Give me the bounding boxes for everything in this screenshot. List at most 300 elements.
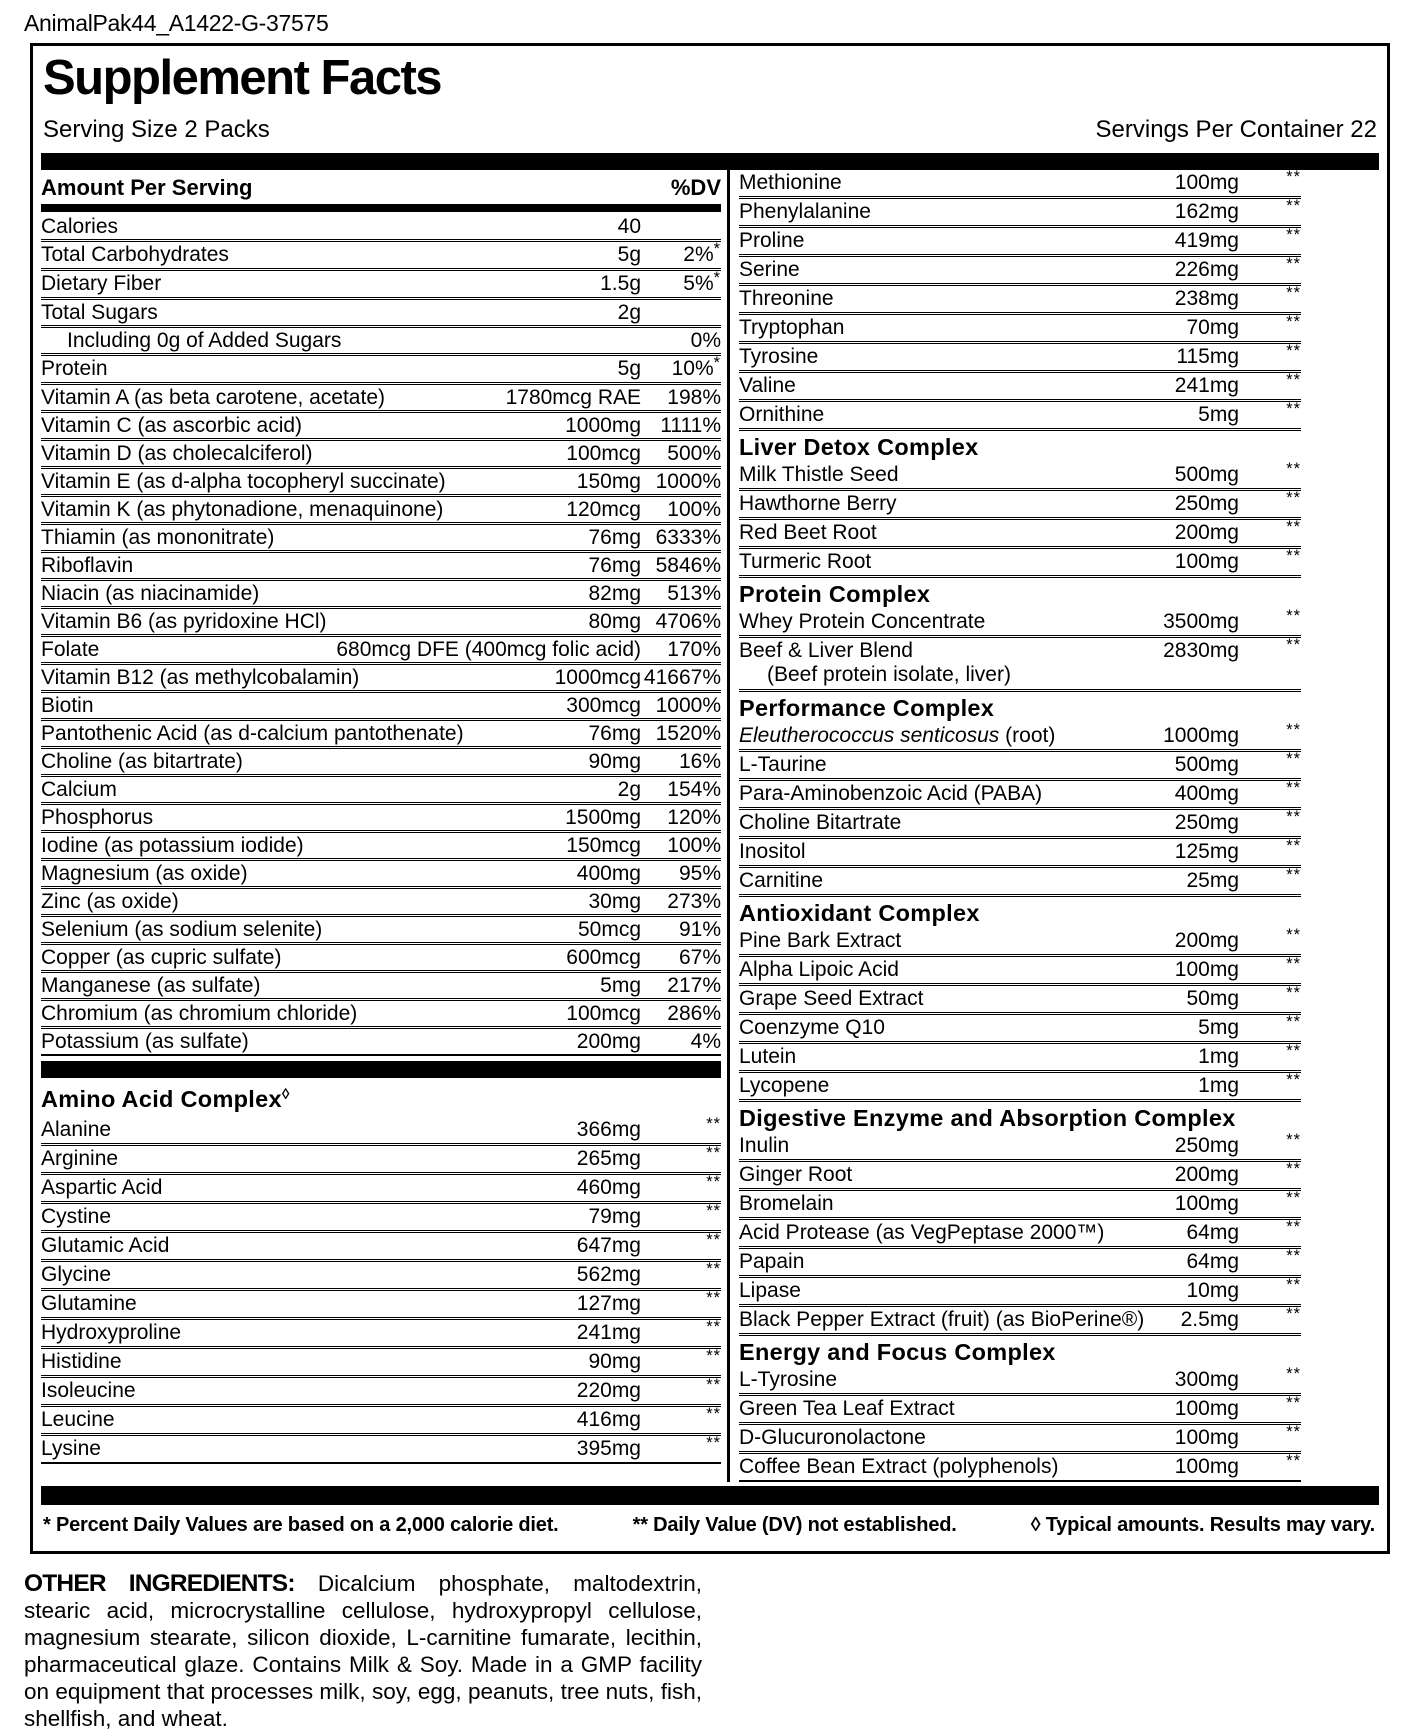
- amount-per-serving-label: Amount Per Serving: [41, 175, 253, 200]
- other-ingredients-body: Dicalcium phosphate, maltodextrin, stearic acid, microcrystalline cellulose, hydroxypropyl cellulose, magnesium stearate, silicon dioxide, L-carnitine fumarate, lecithin, pharmaceutical glaze. Contains Milk & Soy. Made in a GMP facility on equipment that processes milk, soy, egg, peanuts, tree nuts, fish, shellfish, and wheat.: [24, 1571, 702, 1731]
- ingredient-name: Histidine: [41, 1350, 122, 1373]
- ingredient-dv: [1239, 1305, 1301, 1332]
- table-row: [41, 914, 721, 942]
- ingredient-name: Alanine: [41, 1118, 112, 1141]
- ingredient-name: L-Tyrosine: [739, 1368, 838, 1391]
- ingredient-name: L-Taurine: [739, 753, 827, 776]
- ingredient-name: Papain: [739, 1250, 805, 1273]
- dv-asterisk: **: [706, 1144, 721, 1163]
- table-row: [739, 254, 1301, 283]
- dv-asterisk: **: [1286, 197, 1301, 216]
- ingredient-dv: [1239, 1365, 1301, 1392]
- ingredient-dv: [641, 1173, 721, 1200]
- ingredient-amount: 100mg: [1174, 958, 1239, 981]
- dv-asterisk: **: [1286, 866, 1301, 885]
- ingredient-dv: 1000%: [655, 694, 721, 717]
- ingredient-dv: [1239, 1071, 1301, 1098]
- ingredient-dv: [641, 1115, 721, 1142]
- ingredient-amount: 366mg: [576, 1118, 641, 1141]
- table-row: [41, 578, 721, 606]
- ingredient-amount: 2830mg: [1163, 639, 1239, 662]
- ingredient-dv: 154%: [667, 778, 721, 801]
- ingredient-dv: [1239, 313, 1301, 340]
- dv-asterisk: **: [1286, 750, 1301, 769]
- table-row: [41, 942, 721, 970]
- ingredient-dv: 1000%: [655, 470, 721, 493]
- dv-asterisk: **: [1286, 518, 1301, 537]
- ingredient-name: Vitamin C (as ascorbic acid): [41, 414, 303, 437]
- ingredient-amount: 1780mcg RAE: [505, 386, 641, 409]
- ingredient-name: Grape Seed Extract: [739, 987, 924, 1010]
- other-ingredients-label: OTHER INGREDIENTS:: [24, 1570, 295, 1597]
- table-row: [41, 1288, 721, 1317]
- ingredient-dv: [1239, 1189, 1301, 1216]
- right-column: [727, 170, 1379, 1482]
- table-row: [41, 1026, 721, 1056]
- ingredient-dv: 41667%: [643, 666, 721, 689]
- dv-asterisk: **: [1286, 808, 1301, 827]
- ingredient-name: Potassium (as sulfate): [41, 1030, 249, 1053]
- ingredient-amount: 100mg: [1174, 1426, 1239, 1449]
- ingredient-dv: 10%*: [671, 354, 721, 380]
- dv-asterisk: **: [1286, 955, 1301, 974]
- divider-bar-header: [41, 204, 721, 212]
- table-row: [41, 858, 721, 886]
- ingredient-dv: 1520%: [655, 722, 721, 745]
- dv-asterisk: **: [1286, 1423, 1301, 1442]
- ingredient-name: Para-Aminobenzoic Acid (PABA): [739, 782, 1043, 805]
- ingredient-name: Milk Thistle Seed: [739, 463, 899, 486]
- table-row: [41, 297, 721, 325]
- ingredient-dv: [1239, 636, 1301, 663]
- ingredient-amount: 100mcg: [566, 442, 641, 465]
- table-row: [739, 928, 1301, 954]
- ingredient-name: Niacin (as niacinamide): [41, 582, 260, 605]
- ingredient-amount: 5g: [617, 357, 641, 380]
- ingredient-name: Red Beet Root: [739, 521, 877, 544]
- ingredient-name: Cystine: [41, 1205, 112, 1228]
- dv-asterisk: **: [1286, 400, 1301, 419]
- ingredient-dv: 67%: [678, 946, 721, 969]
- table-row: [41, 1201, 721, 1230]
- table-row: [41, 1143, 721, 1172]
- dv-asterisk: **: [706, 1376, 721, 1395]
- ingredient-amount: 25mg: [1186, 869, 1239, 892]
- dv-asterisk: **: [706, 1202, 721, 1221]
- ingredient-name: Lutein: [739, 1045, 797, 1068]
- dv-asterisk: **: [1286, 1394, 1301, 1413]
- table-row: [41, 662, 721, 690]
- ingredient-amount: 200mg: [576, 1030, 641, 1053]
- ingredient-name: Valine: [739, 374, 796, 397]
- ingredient-amount: 200mg: [1174, 521, 1239, 544]
- table-row: [41, 382, 721, 410]
- ingredient-amount: 100mg: [1174, 1192, 1239, 1215]
- dv-asterisk: **: [1286, 926, 1301, 945]
- ingredient-name: Inositol: [739, 840, 806, 863]
- table-row: [739, 1304, 1301, 1333]
- dv-asterisk: **: [1286, 1452, 1301, 1471]
- ingredient-name: Lysine: [41, 1437, 101, 1460]
- ingredient-name: Choline Bitartrate: [739, 811, 902, 834]
- ingredient-amount: 600mcg: [566, 946, 641, 969]
- ingredient-amount: 2.5mg: [1180, 1308, 1239, 1331]
- dv-asterisk: **: [1286, 226, 1301, 245]
- ingredient-amount: 250mg: [1174, 811, 1239, 834]
- ingredient-dv: [1239, 837, 1301, 864]
- ingredient-name: Proline: [739, 229, 805, 252]
- table-row: [739, 836, 1301, 865]
- ingredient-name: Iodine (as potassium iodide): [41, 834, 304, 857]
- table-row: [739, 865, 1301, 894]
- ingredient-dv: [1239, 750, 1301, 777]
- table-row: [739, 723, 1301, 749]
- table-row: [739, 807, 1301, 836]
- ingredient-amount: 500mg: [1174, 463, 1239, 486]
- ingredient-dv: 100%: [667, 498, 721, 521]
- ingredient-dv: 91%: [678, 918, 721, 941]
- ingredient-name: Total Sugars: [41, 301, 158, 324]
- dv-asterisk: **: [1286, 984, 1301, 1003]
- ingredient-name: Thiamin (as mononitrate): [41, 526, 275, 549]
- ingredient-name: Vitamin K (as phytonadione, menaquinone): [41, 498, 444, 521]
- ingredient-dv: 0%: [690, 329, 721, 352]
- ingredient-name: Isoleucine: [41, 1379, 136, 1402]
- table-row: [739, 462, 1301, 488]
- dv-asterisk: **: [1286, 636, 1301, 655]
- dv-asterisk: **: [706, 1434, 721, 1453]
- ingredient-name: Calcium: [41, 778, 117, 801]
- ingredient-name: Tryptophan: [739, 316, 845, 339]
- dv-asterisk: **: [1286, 1042, 1301, 1061]
- table-row: [739, 954, 1301, 983]
- ingredient-amount: 1mg: [1198, 1045, 1239, 1068]
- table-row: [739, 778, 1301, 807]
- table-row: [739, 312, 1301, 341]
- ingredient-name: Turmeric Root: [739, 550, 872, 573]
- ingredient-dv: [641, 1289, 721, 1316]
- table-row: [41, 690, 721, 718]
- ingredient-name: Folate: [41, 638, 100, 661]
- ingredient-dv: 6333%: [655, 526, 721, 549]
- ingredient-dv: [641, 1231, 721, 1258]
- ingredient-name: Aspartic Acid: [41, 1176, 163, 1199]
- ingredient-dv: [1239, 1042, 1301, 1069]
- dv-asterisk: **: [1286, 1305, 1301, 1324]
- ingredient-amount: 64mg: [1186, 1221, 1239, 1244]
- table-row: [739, 488, 1301, 517]
- ingredient-name: Riboflavin: [41, 554, 134, 577]
- ingredient-amount: 238mg: [1174, 287, 1239, 310]
- ingredient-amount: 200mg: [1174, 1163, 1239, 1186]
- ingredient-amount: 1000mg: [565, 414, 641, 437]
- ingredient-name: Copper (as cupric sulfate): [41, 946, 282, 969]
- ingredient-name: Calories: [41, 215, 119, 238]
- dv-asterisk: **: [706, 1231, 721, 1250]
- ingredient-amount: 680mcg DFE (400mcg folic acid): [336, 638, 641, 661]
- ingredient-dv: 95%: [678, 862, 721, 885]
- ingredient-name: Biotin: [41, 694, 94, 717]
- dv-asterisk: **: [1286, 547, 1301, 566]
- dv-asterisk: **: [706, 1405, 721, 1424]
- ingredient-name: D-Glucuronolactone: [739, 1426, 926, 1449]
- ingredient-amount: 50mcg: [577, 918, 641, 941]
- servings-per-container: Servings Per Container 22: [1095, 116, 1377, 143]
- ingredient-amount: 115mg: [1176, 345, 1239, 368]
- ingredient-amount: 100mg: [1174, 1397, 1239, 1420]
- ingredient-dv: 273%: [667, 890, 721, 913]
- dv-asterisk: *: [713, 269, 721, 288]
- ingredient-amount: 1000mcg: [554, 666, 641, 689]
- table-row: [41, 550, 721, 578]
- ingredient-amount: 100mg: [1174, 550, 1239, 573]
- ingredient-amount: 250mg: [1174, 492, 1239, 515]
- ingredient-amount: 40: [617, 215, 641, 238]
- table-row: [739, 609, 1301, 635]
- ingredient-dv: [1239, 371, 1301, 398]
- table-row: [739, 1070, 1301, 1099]
- ingredient-dv: [641, 1405, 721, 1432]
- ingredient-amount: 226mg: [1174, 258, 1239, 281]
- dv-asterisk: **: [706, 1260, 721, 1279]
- table-row: [41, 214, 721, 239]
- dv-asterisk: **: [1286, 721, 1301, 740]
- table-row: [739, 1275, 1301, 1304]
- table-row: [41, 353, 721, 382]
- dv-asterisk: **: [1286, 489, 1301, 508]
- dv-asterisk: **: [1286, 284, 1301, 303]
- ingredient-dv: [1239, 721, 1301, 748]
- ingredient-name: Beef & Liver Blend: [739, 639, 913, 662]
- ingredient-name: Manganese (as sulfate): [41, 974, 261, 997]
- dv-asterisk: **: [1286, 168, 1301, 187]
- footnote-typical: ◊ Typical amounts. Results may vary.: [1030, 1514, 1375, 1536]
- ingredient-dv: [1239, 342, 1301, 369]
- ingredient-dv: 1111%: [660, 414, 721, 437]
- ingredient-amount: 79mg: [588, 1205, 641, 1228]
- right-column-rows: [739, 170, 1301, 1482]
- table-row: [41, 606, 721, 634]
- table-row: [41, 1433, 721, 1464]
- ingredient-name: Glycine: [41, 1263, 112, 1286]
- ingredient-dv: [1239, 955, 1301, 982]
- table-row: [41, 1230, 721, 1259]
- ingredient-dv: [1239, 1247, 1301, 1274]
- ingredient-dv: 513%: [667, 582, 721, 605]
- ingredient-name: Eleutherococcus senticosus (root): [739, 724, 1056, 747]
- dv-asterisk: **: [1286, 1189, 1301, 1208]
- dv-asterisk: **: [1286, 1218, 1301, 1237]
- dv-asterisk: **: [706, 1173, 721, 1192]
- ingredient-name: Pantothenic Acid (as d-calcium pantothenate): [41, 722, 464, 745]
- left-column: [41, 170, 727, 1482]
- ingredient-dv: [1239, 1160, 1301, 1187]
- ingredient-dv: 198%: [667, 386, 721, 409]
- ingredient-amount: 100mg: [1174, 171, 1239, 194]
- ingredient-dv: [1239, 607, 1301, 634]
- ingredient-amount: 1500mg: [565, 806, 641, 829]
- ingredient-dv: [1239, 866, 1301, 893]
- table-row: [41, 466, 721, 494]
- ingredient-amount: 1mg: [1198, 1074, 1239, 1097]
- ingredient-amount: 5mg: [1198, 403, 1239, 426]
- ingredient-name: Hawthorne Berry: [739, 492, 897, 515]
- ingredient-dv: 5%*: [683, 269, 721, 295]
- ingredient-amount: 416mg: [576, 1408, 641, 1431]
- table-row: [41, 239, 721, 268]
- section-header: Digestive Enzyme and Absorption Complex: [739, 1099, 1301, 1133]
- ingredient-dv: [641, 1434, 721, 1461]
- dv-asterisk: **: [1286, 1365, 1301, 1384]
- ingredient-amount: 3500mg: [1163, 610, 1239, 633]
- table-row: [41, 1172, 721, 1201]
- ingredient-name: Vitamin B6 (as pyridoxine HCl): [41, 610, 327, 633]
- ingredient-dv: [1239, 1218, 1301, 1245]
- table-row: [739, 546, 1301, 575]
- ingredient-amount: 460mg: [576, 1176, 641, 1199]
- ingredient-amount: 127mg: [576, 1292, 641, 1315]
- ingredient-dv: [1239, 926, 1301, 953]
- ingredient-amount: 10mg: [1186, 1279, 1239, 1302]
- ingredient-amount: 500mg: [1174, 753, 1239, 776]
- table-row: [41, 998, 721, 1026]
- ingredient-name: Lipase: [739, 1279, 801, 1302]
- ingredient-amount: 2g: [617, 301, 641, 324]
- dv-asterisk: **: [706, 1289, 721, 1308]
- table-row: [739, 399, 1301, 428]
- ingredient-name: Zinc (as oxide): [41, 890, 179, 913]
- ingredient-dv: [1239, 460, 1301, 487]
- ingredient-dv: 217%: [667, 974, 721, 997]
- ingredient-amount: 400mg: [1174, 782, 1239, 805]
- ingredient-dv: [1239, 168, 1301, 195]
- ingredient-dv: [1239, 284, 1301, 311]
- ingredient-amount: 125mg: [1174, 840, 1239, 863]
- ingredient-name: Chromium (as chromium chloride): [41, 1002, 358, 1025]
- ingredient-name: Vitamin B12 (as methylcobalamin): [41, 666, 360, 689]
- table-row: [41, 886, 721, 914]
- ingredient-name: Whey Protein Concentrate: [739, 610, 986, 633]
- ingredient-name: Glutamic Acid: [41, 1234, 170, 1257]
- column-header: [41, 170, 721, 204]
- dv-asterisk: **: [1286, 837, 1301, 856]
- ingredient-dv: [1239, 808, 1301, 835]
- table-row: [41, 1404, 721, 1433]
- ingredient-dv: [641, 1260, 721, 1287]
- ingredient-name: Ornithine: [739, 403, 825, 426]
- table-row: [41, 438, 721, 466]
- ingredient-amount: 5g: [617, 243, 641, 266]
- ingredient-amount: 5mg: [600, 974, 641, 997]
- dv-asterisk: **: [1286, 779, 1301, 798]
- ingredient-dv: [1239, 255, 1301, 282]
- section-header: Performance Complex: [739, 689, 1301, 723]
- dv-asterisk: **: [1286, 1071, 1301, 1090]
- dv-header-label: %DV: [670, 175, 721, 200]
- ingredient-amount: 50mg: [1186, 987, 1239, 1010]
- ingredient-amount: 200mg: [1174, 929, 1239, 952]
- ingredient-name: Ginger Root: [739, 1163, 853, 1186]
- ingredient-dv: 16%: [678, 750, 721, 773]
- ingredient-dv: 2%*: [683, 240, 721, 266]
- table-row: [739, 196, 1301, 225]
- footnote: [41, 1505, 1379, 1547]
- ingredient-name: Methionine: [739, 171, 842, 194]
- ingredient-name: Vitamin A (as beta carotene, acetate): [41, 386, 385, 409]
- table-row: [739, 749, 1301, 778]
- ingredient-amount: 150mcg: [566, 834, 641, 857]
- ingredient-dv: 100%: [667, 834, 721, 857]
- ingredient-amount: 76mg: [588, 554, 641, 577]
- ingredient-amount: 300mg: [1174, 1368, 1239, 1391]
- ingredient-dv: [1239, 984, 1301, 1011]
- table-row: [41, 634, 721, 662]
- table-row: [41, 325, 721, 353]
- table-row: [41, 1375, 721, 1404]
- ingredient-amount: 2g: [617, 778, 641, 801]
- table-row: [41, 970, 721, 998]
- ingredient-amount: 562mg: [576, 1263, 641, 1286]
- ingredient-name: Tyrosine: [739, 345, 819, 368]
- ingredient-dv: [1239, 489, 1301, 516]
- table-row: [41, 718, 721, 746]
- ingredient-dv: [641, 1318, 721, 1345]
- ingredient-dv: [1239, 1276, 1301, 1303]
- doc-code: AnimalPak44_A1422-G-37575: [24, 10, 329, 36]
- ingredient-amount: 395mg: [576, 1437, 641, 1460]
- divider-bar-top: [41, 153, 1379, 170]
- ingredient-amount: 241mg: [576, 1321, 641, 1344]
- facts-columns: [41, 170, 1379, 1482]
- table-row: [41, 830, 721, 858]
- section-header-amino: [41, 1083, 721, 1117]
- supplement-facts-panel: [30, 43, 1390, 1554]
- table-row: [41, 746, 721, 774]
- table-row: [739, 1133, 1301, 1159]
- ingredient-amount: 400mg: [576, 862, 641, 885]
- ingredient-dv: [1239, 779, 1301, 806]
- dv-asterisk: *: [713, 240, 721, 259]
- table-row: [739, 1246, 1301, 1275]
- ingredient-dv: 500%: [667, 442, 721, 465]
- ingredient-name: Coffee Bean Extract (polyphenols): [739, 1455, 1059, 1478]
- ingredient-dv: [1239, 1452, 1301, 1479]
- ingredient-dv: 4706%: [655, 610, 721, 633]
- table-row: [739, 983, 1301, 1012]
- ingredient-dv: [1239, 1131, 1301, 1158]
- table-row: [739, 1188, 1301, 1217]
- ingredient-dv: [1239, 1423, 1301, 1450]
- ingredient-dv: [641, 1202, 721, 1229]
- ingredient-dv: 4%: [690, 1030, 721, 1053]
- ingredient-amount: 30mg: [588, 890, 641, 913]
- other-ingredients: [24, 1570, 702, 1732]
- amino-section-title: Amino Acid Complex: [41, 1086, 282, 1112]
- dv-asterisk: **: [1286, 1160, 1301, 1179]
- ingredient-amount: 100mcg: [566, 1002, 641, 1025]
- ingredient-name: Protein: [41, 357, 108, 380]
- ingredient-amount: 250mg: [1174, 1134, 1239, 1157]
- dv-asterisk: **: [1286, 1013, 1301, 1032]
- ingredient-name: Arginine: [41, 1147, 119, 1170]
- ingredient-amount: 220mg: [576, 1379, 641, 1402]
- table-row: [739, 370, 1301, 399]
- table-row: [739, 170, 1301, 196]
- table-row: [41, 410, 721, 438]
- ingredient-amount: 100mg: [1174, 1455, 1239, 1478]
- ingredient-amount: 150mg: [576, 470, 641, 493]
- ingredient-name: Glutamine: [41, 1292, 137, 1315]
